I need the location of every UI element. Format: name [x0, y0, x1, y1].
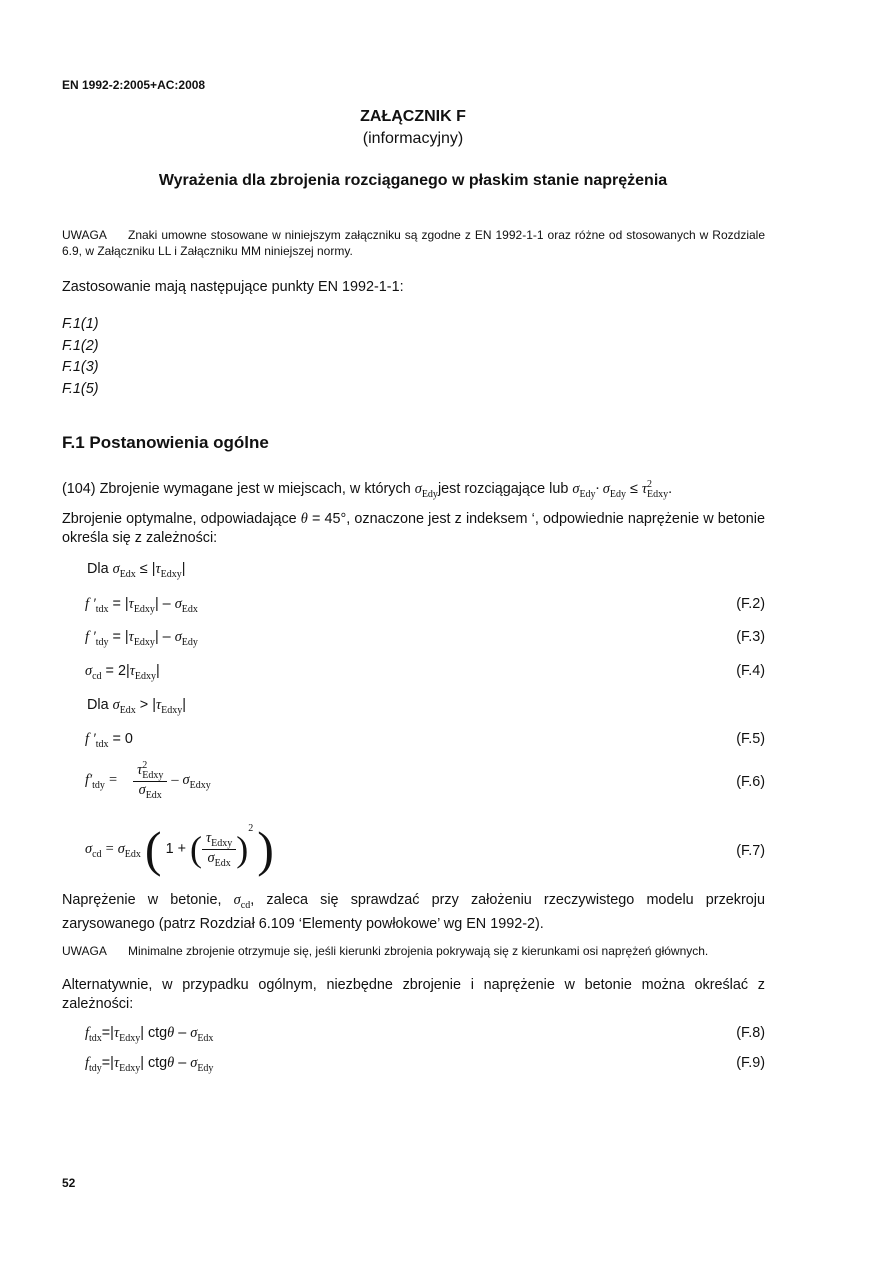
paragraph-optimal: Zbrojenie optymalne, odpowiadające θ = 45°, oznaczone jest z indeksem ‘, odpowiednie naprężenie w betonie określa się z zależności: — [62, 511, 765, 546]
applicable-intro: Zastosowanie mają następujące punkty EN 1992-1-1: — [62, 279, 404, 295]
note-text: Minimalne zbrojenie otrzymuje się, jeśli kierunki zbrojenia pokrywają się z kierunkami osi naprężeń głównych. — [128, 944, 709, 958]
clause-item: F.1(5) — [62, 380, 99, 397]
section-heading: F.1 Postanowienia ogólne — [62, 433, 269, 452]
equation-number-f8: (F.8) — [736, 1025, 765, 1041]
note-label: UWAGA — [62, 944, 107, 958]
document-header: EN 1992-2:2005+AC:2008 — [62, 78, 206, 92]
equation-f9: $f_{tdy}=|\tau_{Edxy}|$ ctgθ – $\sigma_{Edy}$ — [85, 1055, 214, 1074]
case-2-condition: Dla $\sigma_{Edx} > |\tau_{Edxy}|$ — [87, 697, 186, 716]
equation-f5: f $'_{tdx} = 0$ — [85, 731, 133, 750]
equation-number-f4: (F.4) — [736, 663, 765, 679]
equation-number-f2: (F.2) — [736, 596, 765, 612]
case-1-condition: Dla $\sigma_{Edx} \le |\tau_{Edxy}|$ — [87, 561, 186, 580]
paragraph-concrete: Naprężenie w betonie, $\sigma_{cd}$, zaleca się sprawdzać przy założeniu rzeczywistego modelu przekroju zarysowanego (patrz Rozdział 6.109 ‘Elementy powłokowe’ wg EN 1992-2). — [62, 892, 765, 932]
main-title: Wyrażenia dla zbrojenia rozciąganego w płaskim stanie naprężenia — [158, 172, 668, 189]
paragraph-alternative: Alternatywnie, w przypadku ogólnym, niezbędne zbrojenie i naprężenie w betonie można określać z zależności: — [62, 977, 765, 1012]
equation-number-f9: (F.9) — [736, 1055, 765, 1071]
note-2 — [62, 943, 765, 959]
clause-item: F.1(3) — [62, 359, 99, 375]
equation-number-f5: (F.5) — [736, 731, 765, 747]
paragraph-104: (104) Zbrojenie wymagane jest w miejscach, w których $\sigma_{Edy}jest$ rozciągające lub $\sigma_{Edy}\cdot \sigma_{Edy} \le \tau^2_{Edxy}$. — [62, 479, 673, 500]
clause-item: F.1(2) — [62, 337, 99, 354]
annex-title: ZAŁĄCZNIK F — [360, 108, 466, 125]
page-number: 52 — [62, 1176, 76, 1190]
equation-f3: f $'_{tdy} = |\tau_{Edxy}| - \sigma_{Edy}$ — [85, 629, 198, 648]
equation-f6: $f'_{tdy}$ = $\frac{\tau^2_{Edxy}}{\sigma_{Edx}}$ – $\sigma_{Edxy}$ — [85, 760, 211, 801]
annex-subtitle: (informacyjny) — [362, 130, 464, 147]
equation-f4: $\sigma_{cd} = 2|\tau_{Edxy}|$ — [85, 663, 160, 682]
equation-number-f6: (F.6) — [736, 774, 765, 790]
note-text: Znaki umowne stosowane w niniejszym załączniku są zgodne z EN 1992-1-1 oraz różne od stosowanych w Rozdziale 6.9, w Załączniku LL i Załączniku MM niniejszej normy. — [62, 228, 765, 258]
note-label: UWAGA — [62, 228, 107, 242]
equation-number-f3: (F.3) — [736, 629, 765, 645]
clause-list — [62, 314, 99, 400]
clause-item: F.1(1) — [62, 316, 99, 332]
equation-f7: $\sigma_{cd} = \sigma_{Edx}$ ( 1 + ( $\frac{\tau_{Edxy}}{\sigma_{Edx}}$ )$^2$ ) — [85, 821, 274, 878]
equation-f2: f $'_{tdx} = |\tau_{Edxy}| - \sigma_{Edx}$ — [85, 596, 198, 615]
equation-f8: $f_{tdx}=|\tau_{Edxy}|$ ctgθ – $\sigma_{Edx}$ — [85, 1025, 214, 1044]
note-1 — [62, 227, 765, 259]
equation-number-f7: (F.7) — [736, 843, 765, 859]
